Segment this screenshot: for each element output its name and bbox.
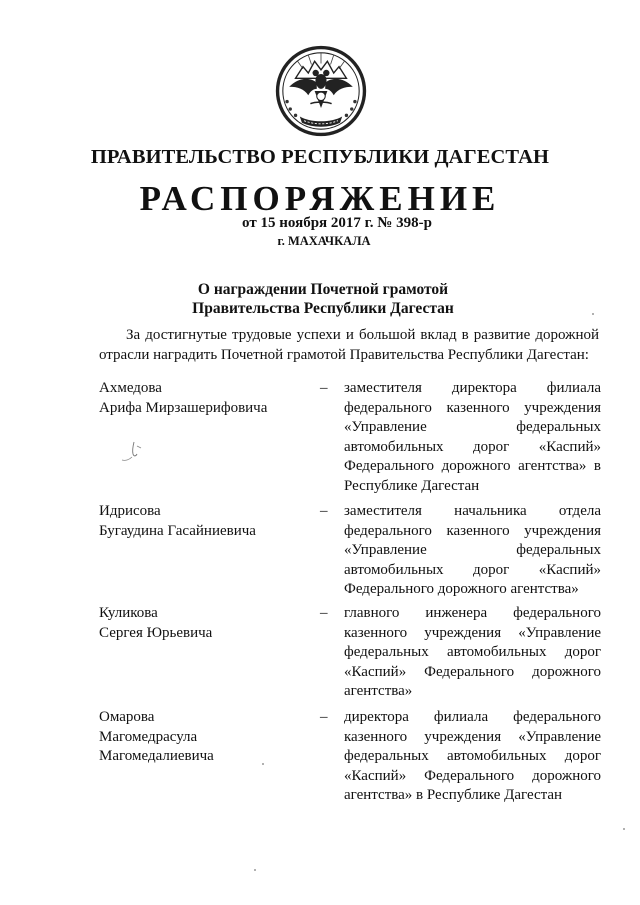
order-title-line-1: О награждении Почетной грамотой	[197, 281, 449, 298]
awardee-position: заместителя директора филиала федерального казенного учреждения «Управление федеральных автомобильных дорог «Каспий» Федерального дорожного агентства» в Республике Дагестан	[344, 380, 601, 494]
awardee-name	[99, 604, 309, 643]
dash: –	[320, 605, 328, 621]
awardee-surname: Куликова	[99, 605, 158, 621]
awardee-position: заместителя начальника отдела федерального казенного учреждения «Управление федеральных автомобильных дорог «Каспий» Федерального дорожного агентства»	[344, 503, 601, 597]
dash: –	[320, 709, 328, 725]
awardee-given-names: Бугаудина Гасайниевича	[99, 522, 256, 539]
awardee-given-names: Сергея Юрьевича	[99, 624, 213, 641]
order-title-line-2: Правительства Республики Дагестан	[192, 300, 454, 317]
awardee-patronymic: Магомедалиевича	[99, 748, 214, 764]
awardee-name	[99, 502, 309, 541]
government-heading: ПРАВИТЕЛЬСТВО РЕСПУБЛИКИ ДАГЕСТАН	[90, 146, 550, 168]
date-number: от 15 ноября 2017 г. № 398-р	[242, 215, 432, 231]
awardee-name	[99, 379, 309, 418]
awardee-given-names: Арифа Мирзашерифовича	[99, 399, 268, 416]
document-type: РАСПОРЯЖЕНИЕ	[139, 179, 501, 218]
scan-speck	[623, 828, 625, 830]
dash: –	[320, 380, 328, 396]
intro-paragraph: За достигнутые трудовые успехи и большой вклад в развитие дорожной отрасли наградить Почетной грамотой Правительства Республики Дагестан:	[99, 327, 599, 363]
dagestan-coat-of-arms-icon	[268, 38, 374, 144]
dash: –	[320, 503, 328, 519]
awardee-surname: Ахмедова	[99, 380, 162, 396]
awardee-given-names: Магомедрасула	[99, 728, 198, 745]
awardee-name	[99, 708, 309, 767]
scan-speck	[262, 763, 264, 765]
city: г. МАХАЧКАЛА	[277, 234, 371, 248]
handwritten-mark	[116, 438, 150, 466]
scan-speck	[254, 869, 256, 871]
awardee-position: директора филиала федерального казенного учреждения «Управление федеральных автомобильных дорог «Каспий» Федерального дорожного агентства» в Республике Дагестан	[344, 709, 601, 803]
awardee-position: главного инженера федерального казенного учреждения «Управление федеральных автомобильных дорог «Каспий» Федерального дорожного агентства»	[344, 605, 601, 699]
scan-speck	[592, 313, 594, 315]
awardee-surname: Идрисова	[99, 503, 161, 519]
awardee-surname: Омарова	[99, 709, 155, 725]
order-title	[0, 280, 640, 318]
